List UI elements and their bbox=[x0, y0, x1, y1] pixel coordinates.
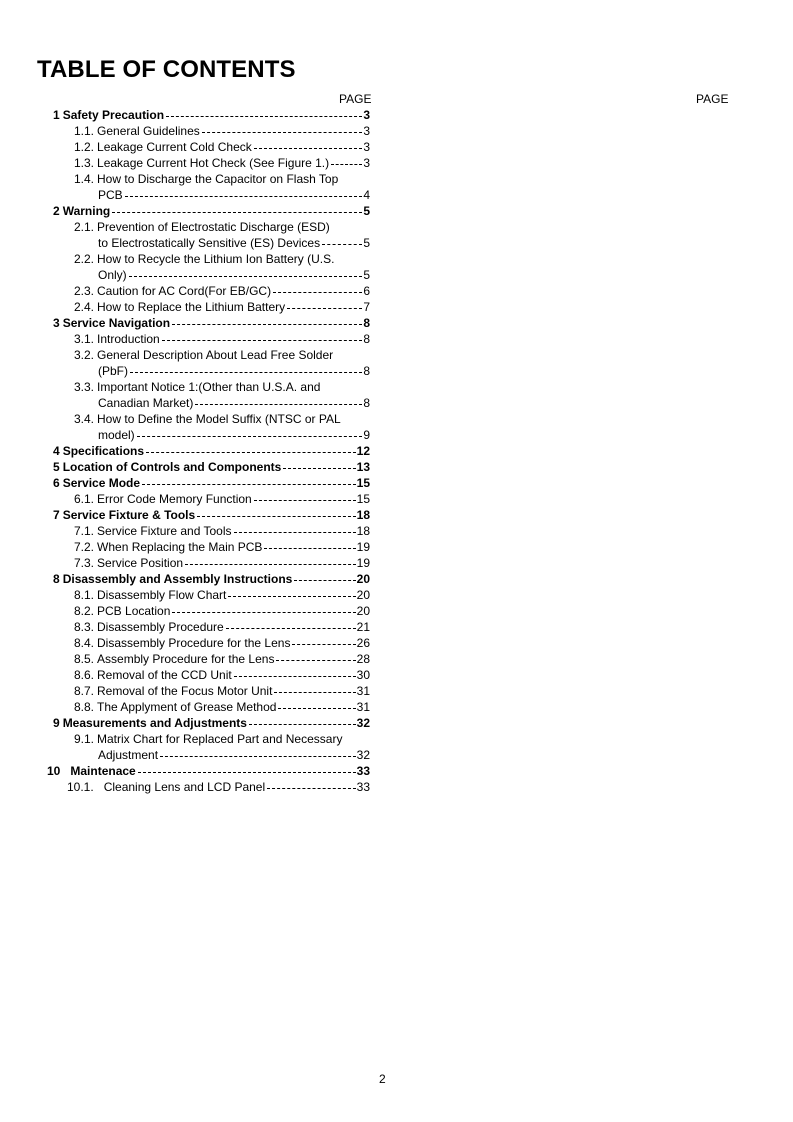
toc-entry-title: PCB Location bbox=[97, 604, 171, 618]
dot-leader bbox=[138, 763, 356, 779]
toc-subsection-entry bbox=[74, 347, 342, 363]
dot-leader bbox=[197, 507, 355, 523]
toc-entry-page: 8 bbox=[363, 364, 370, 378]
toc-entry-page: 3 bbox=[363, 124, 370, 138]
toc-entry-title-continuation: model) bbox=[98, 428, 135, 442]
toc-subsection-entry bbox=[74, 587, 370, 603]
toc-entry-continuation bbox=[98, 235, 370, 251]
toc-entry-title: Assembly Procedure for the Lens bbox=[97, 652, 275, 666]
toc-entry-title: The Applyment of Grease Method bbox=[97, 700, 277, 714]
toc-entry-page: 26 bbox=[356, 636, 370, 650]
toc-entry-number: 7.3. bbox=[74, 556, 95, 570]
toc-entry-number: 3 bbox=[53, 316, 60, 330]
toc-entry-number: 8.3. bbox=[74, 620, 95, 634]
toc-entry-continuation bbox=[98, 187, 370, 203]
toc-section-entry bbox=[53, 475, 370, 491]
toc-entry-page: 30 bbox=[356, 668, 370, 682]
toc-section-entry bbox=[53, 715, 370, 731]
dot-leader bbox=[142, 475, 356, 491]
toc-entry-page: 32 bbox=[356, 716, 370, 730]
toc-entry-title: Important Notice 1:(Other than U.S.A. and bbox=[97, 380, 321, 394]
dot-leader bbox=[287, 299, 362, 315]
toc-entry-number: 9.1. bbox=[74, 732, 95, 746]
dot-leader bbox=[112, 203, 362, 219]
toc-subsection-entry bbox=[74, 699, 370, 715]
toc-entry-title: Matrix Chart for Replaced Part and Necessary bbox=[97, 732, 343, 746]
dot-leader bbox=[274, 683, 355, 699]
toc-entry-number: 2.3. bbox=[74, 284, 95, 298]
toc-entry-number: 2.4. bbox=[74, 300, 95, 314]
toc-entry-number: 2 bbox=[53, 204, 60, 218]
page-column-header-right: PAGE bbox=[696, 92, 729, 106]
toc-subsection-entry bbox=[74, 379, 342, 395]
toc-entry-title: Removal of the Focus Motor Unit bbox=[97, 684, 273, 698]
dot-leader bbox=[322, 235, 362, 251]
dot-leader bbox=[264, 539, 355, 555]
toc-entry-title: General Description About Lead Free Solder bbox=[97, 348, 334, 362]
toc-subsection-entry bbox=[74, 523, 370, 539]
toc-subsection-entry bbox=[74, 123, 370, 139]
dot-leader bbox=[125, 187, 363, 203]
toc-entry-number: 4 bbox=[53, 444, 60, 458]
toc-subsection-entry bbox=[74, 555, 370, 571]
dot-leader bbox=[160, 747, 356, 763]
toc-entry-number: 7.2. bbox=[74, 540, 95, 554]
toc-entry-page: 8 bbox=[363, 396, 370, 410]
toc-entry-number: 2.1. bbox=[74, 220, 95, 234]
toc-entry-number: 1.4. bbox=[74, 172, 95, 186]
toc-entry-page: 3 bbox=[363, 140, 370, 154]
dot-leader bbox=[331, 155, 362, 171]
toc-entry-page: 28 bbox=[356, 652, 370, 666]
toc-entry-title: Prevention of Electrostatic Discharge (ESD) bbox=[97, 220, 330, 234]
toc-entry-page: 5 bbox=[363, 268, 370, 282]
toc-entry-number: 10.1. bbox=[67, 780, 94, 794]
toc-entry-page: 20 bbox=[356, 588, 370, 602]
toc-subsection-entry bbox=[74, 411, 342, 427]
toc-entry-page: 3 bbox=[363, 108, 370, 122]
toc-entry-number: 1 bbox=[53, 108, 60, 122]
dot-leader bbox=[273, 283, 362, 299]
toc-entry-number: 6 bbox=[53, 476, 60, 490]
toc-entry-title: Leakage Current Hot Check (See Figure 1.) bbox=[97, 156, 330, 170]
toc-subsection-entry bbox=[74, 331, 370, 347]
toc-entry-page: 5 bbox=[363, 204, 370, 218]
toc-entry-title: Disassembly Procedure for the Lens bbox=[97, 636, 291, 650]
toc-entry-page: 18 bbox=[356, 524, 370, 538]
toc-entry-page: 19 bbox=[356, 540, 370, 554]
toc-entry-number: 9 bbox=[53, 716, 60, 730]
dot-leader bbox=[267, 779, 355, 795]
page-column-header-left: PAGE bbox=[339, 92, 372, 106]
dot-leader bbox=[137, 427, 363, 443]
toc-section-entry bbox=[53, 507, 370, 523]
toc-entry-title: How to Replace the Lithium Battery bbox=[97, 300, 286, 314]
toc-subsection-entry bbox=[74, 299, 370, 315]
toc-entry-title: Maintenace bbox=[70, 764, 136, 778]
toc-entry-number: 8.2. bbox=[74, 604, 95, 618]
toc-entry-number: 6.1. bbox=[74, 492, 95, 506]
toc-section-entry bbox=[53, 571, 370, 587]
toc-entry-title: Service Mode bbox=[62, 476, 141, 490]
dot-leader bbox=[278, 699, 355, 715]
toc-section-entry bbox=[53, 315, 370, 331]
toc-entry-number: 5 bbox=[53, 460, 60, 474]
toc-entry-page: 31 bbox=[356, 684, 370, 698]
toc-entry-page: 5 bbox=[363, 236, 370, 250]
toc-entry-continuation bbox=[98, 267, 370, 283]
dot-leader bbox=[185, 555, 356, 571]
toc-entry-page: 8 bbox=[363, 316, 370, 330]
toc-subsection-entry bbox=[74, 683, 370, 699]
toc-subsection-entry bbox=[67, 779, 370, 795]
toc-entry-number: 1.2. bbox=[74, 140, 95, 154]
toc-entry-page: 33 bbox=[356, 764, 370, 778]
toc-subsection-entry bbox=[74, 635, 370, 651]
dot-leader bbox=[276, 651, 355, 667]
toc-entry-page: 33 bbox=[356, 780, 370, 794]
toc-entry-number: 8.7. bbox=[74, 684, 95, 698]
toc-section-entry bbox=[53, 203, 370, 219]
toc-entry-title: Location of Controls and Components bbox=[62, 460, 282, 474]
toc-entry-page: 19 bbox=[356, 556, 370, 570]
toc-entry-title-continuation: Only) bbox=[98, 268, 127, 282]
toc-section-entry bbox=[53, 107, 370, 123]
toc-entry-title: Cleaning Lens and LCD Panel bbox=[103, 780, 266, 794]
toc-entry-title-continuation: Adjustment bbox=[98, 748, 159, 762]
toc-entry-page: 21 bbox=[356, 620, 370, 634]
toc-entry-continuation bbox=[98, 395, 370, 411]
toc-entry-title: Removal of the CCD Unit bbox=[97, 668, 232, 682]
toc-subsection-entry bbox=[74, 539, 370, 555]
toc-entry-page: 32 bbox=[356, 748, 370, 762]
dot-leader bbox=[166, 107, 362, 123]
toc-entry-title: Introduction bbox=[97, 332, 160, 346]
toc-entry-title: Safety Precaution bbox=[62, 108, 165, 122]
dot-leader bbox=[172, 603, 355, 619]
toc-entry-title: How to Define the Model Suffix (NTSC or PAL bbox=[97, 412, 341, 426]
toc-entry-title: Disassembly Procedure bbox=[97, 620, 224, 634]
toc-entry-title: How to Discharge the Capacitor on Flash Top bbox=[97, 172, 339, 186]
toc-entry-title-continuation: (PbF) bbox=[98, 364, 128, 378]
toc-entry-page: 15 bbox=[356, 492, 370, 506]
toc-entry-number: 3.4. bbox=[74, 412, 95, 426]
toc-section-entry bbox=[47, 763, 370, 779]
dot-leader bbox=[234, 523, 356, 539]
toc-subsection-entry bbox=[74, 219, 342, 235]
toc-entry-title: Warning bbox=[62, 204, 111, 218]
toc-subsection-entry bbox=[74, 651, 370, 667]
toc-entry-page: 12 bbox=[356, 444, 370, 458]
toc-entry-number: 8 bbox=[53, 572, 60, 586]
toc-entry-title-continuation: PCB bbox=[98, 188, 123, 202]
toc-entry-title: Disassembly and Assembly Instructions bbox=[62, 572, 293, 586]
toc-section-entry bbox=[53, 459, 370, 475]
toc-entry-number: 1.3. bbox=[74, 156, 95, 170]
toc-entry-page: 6 bbox=[363, 284, 370, 298]
dot-leader bbox=[283, 459, 355, 475]
toc-subsection-entry bbox=[74, 139, 370, 155]
toc-entry-title: Specifications bbox=[62, 444, 145, 458]
toc-entry-number: 7.1. bbox=[74, 524, 95, 538]
toc-entry-page: 13 bbox=[356, 460, 370, 474]
toc-entry-number: 10 bbox=[47, 764, 61, 778]
toc-entry-title: Disassembly Flow Chart bbox=[97, 588, 227, 602]
toc-entry-number: 8.6. bbox=[74, 668, 95, 682]
toc-entry-number: 1.1. bbox=[74, 124, 95, 138]
toc-entry-page: 9 bbox=[363, 428, 370, 442]
dot-leader bbox=[228, 587, 355, 603]
toc-entry-title-continuation: Canadian Market) bbox=[98, 396, 194, 410]
toc-entry-title-continuation: to Electrostatically Sensitive (ES) Devices bbox=[98, 236, 321, 250]
toc-subsection-entry bbox=[74, 283, 370, 299]
toc-entry-page: 15 bbox=[356, 476, 370, 490]
dot-leader bbox=[162, 331, 363, 347]
dot-leader bbox=[254, 491, 356, 507]
toc-entry-title: Service Fixture & Tools bbox=[62, 508, 196, 522]
dot-leader bbox=[292, 635, 355, 651]
toc-entry-title: Service Position bbox=[97, 556, 184, 570]
toc-entry-title: Measurements and Adjustments bbox=[62, 716, 247, 730]
dot-leader bbox=[294, 571, 355, 587]
toc-subsection-entry bbox=[74, 155, 370, 171]
toc-entry-title: Service Fixture and Tools bbox=[97, 524, 232, 538]
toc-entry-page: 18 bbox=[356, 508, 370, 522]
toc-entry-title: Leakage Current Cold Check bbox=[97, 140, 252, 154]
page-number: 2 bbox=[379, 1072, 386, 1086]
toc-entry-title: General Guidelines bbox=[97, 124, 200, 138]
dot-leader bbox=[234, 667, 356, 683]
toc-entry-number: 8.8. bbox=[74, 700, 95, 714]
toc-entry-number: 3.1. bbox=[74, 332, 95, 346]
toc-entry-page: 4 bbox=[363, 188, 370, 202]
toc-subsection-entry bbox=[74, 731, 342, 747]
dot-leader bbox=[226, 619, 356, 635]
toc-entry-page: 7 bbox=[363, 300, 370, 314]
toc-entry-number: 8.5. bbox=[74, 652, 95, 666]
toc-subsection-entry bbox=[74, 603, 370, 619]
toc-entry-continuation bbox=[98, 363, 370, 379]
toc-entry-number: 3.3. bbox=[74, 380, 95, 394]
toc-entry-title: How to Recycle the Lithium Ion Battery (U.S. bbox=[97, 252, 335, 266]
toc-entry-number: 3.2. bbox=[74, 348, 95, 362]
toc-entry-page: 31 bbox=[356, 700, 370, 714]
toc-subsection-entry bbox=[74, 251, 342, 267]
dot-leader bbox=[254, 139, 363, 155]
toc-subsection-entry bbox=[74, 667, 370, 683]
dot-leader bbox=[129, 267, 363, 283]
toc-entry-title: Caution for AC Cord(For EB/GC) bbox=[97, 284, 272, 298]
document-title: TABLE OF CONTENTS bbox=[37, 56, 296, 83]
dot-leader bbox=[146, 443, 356, 459]
toc-subsection-entry bbox=[74, 491, 370, 507]
dot-leader bbox=[130, 363, 362, 379]
toc-entry-continuation bbox=[98, 427, 370, 443]
toc-entry-title: Error Code Memory Function bbox=[97, 492, 252, 506]
toc-entry-number: 7 bbox=[53, 508, 60, 522]
toc-entry-page: 20 bbox=[356, 604, 370, 618]
toc-entry-continuation bbox=[98, 747, 370, 763]
dot-leader bbox=[195, 395, 362, 411]
toc-entry-page: 8 bbox=[363, 332, 370, 346]
toc-entry-number: 8.1. bbox=[74, 588, 95, 602]
toc-entry-page: 3 bbox=[363, 156, 370, 170]
toc-entry-page: 20 bbox=[356, 572, 370, 586]
dot-leader bbox=[249, 715, 356, 731]
toc-section-entry bbox=[53, 443, 370, 459]
dot-leader bbox=[172, 315, 362, 331]
dot-leader bbox=[202, 123, 363, 139]
toc-entry-title: Service Navigation bbox=[62, 316, 171, 330]
toc-subsection-entry bbox=[74, 619, 370, 635]
toc-entry-number: 2.2. bbox=[74, 252, 95, 266]
toc-entry-number: 8.4. bbox=[74, 636, 95, 650]
toc-entry-title: When Replacing the Main PCB bbox=[97, 540, 263, 554]
toc-subsection-entry bbox=[74, 171, 342, 187]
